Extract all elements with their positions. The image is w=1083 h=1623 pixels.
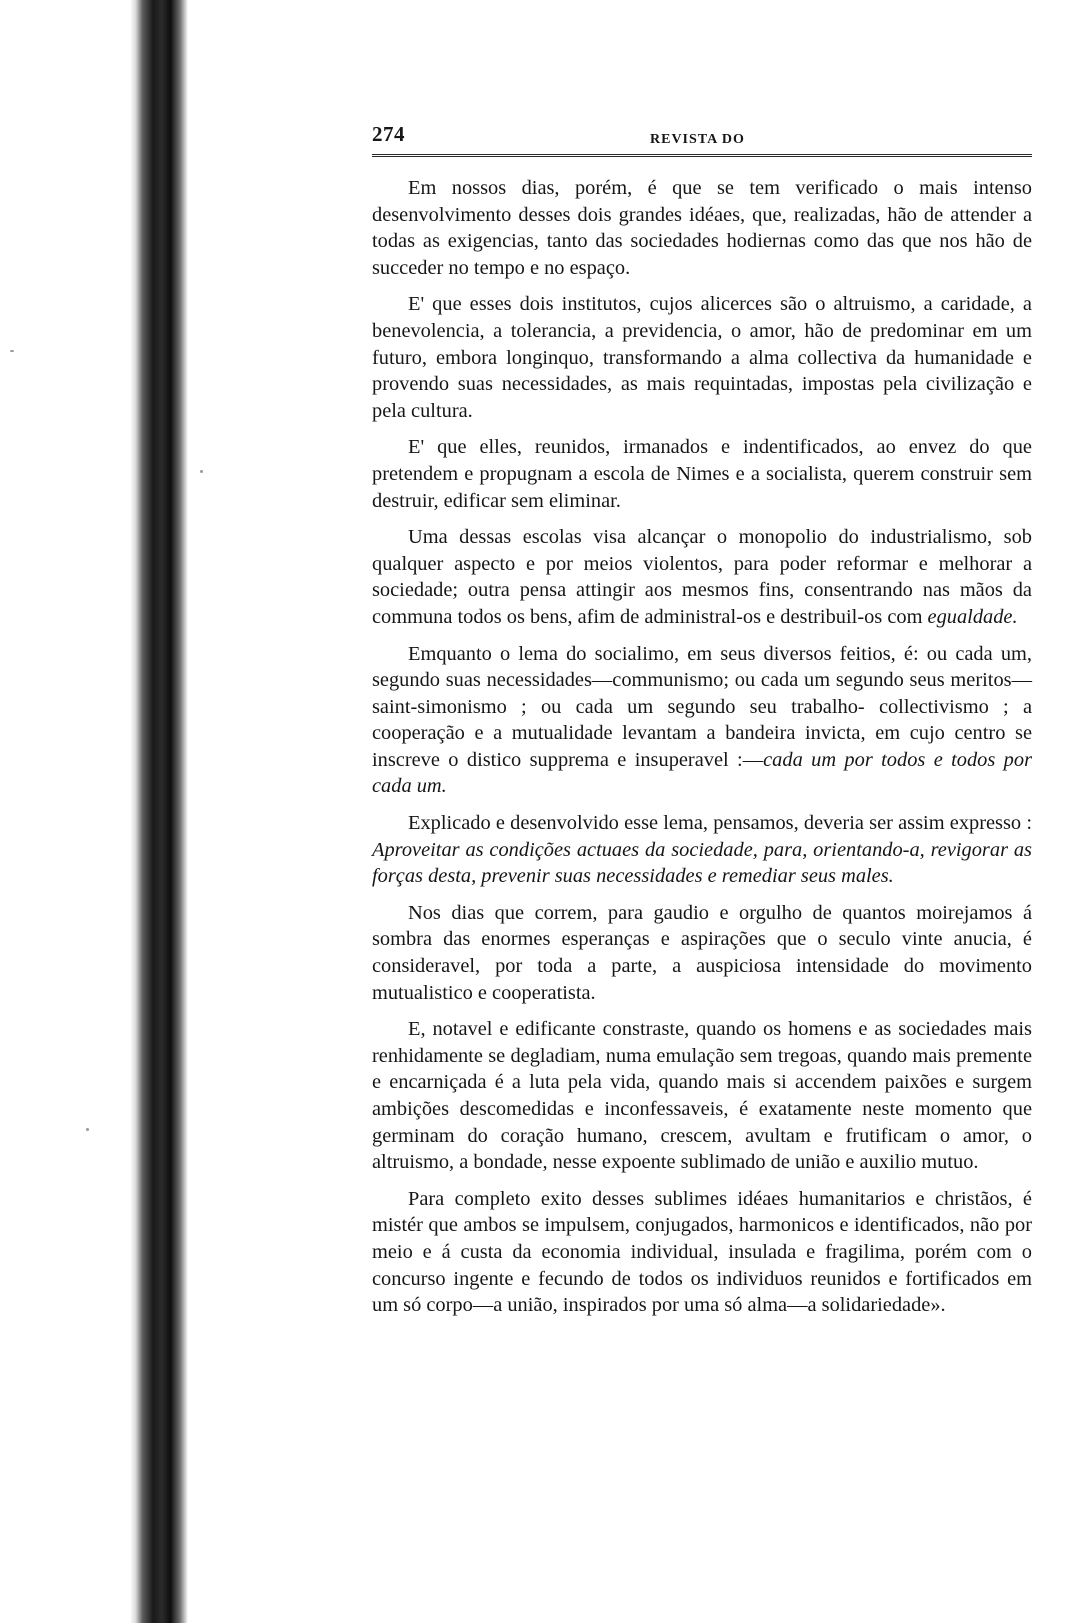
body-text xyxy=(372,175,1032,1319)
page-header xyxy=(372,118,1032,157)
paragraph: E' que esses dois institutos, cujos alicerces são o altruismo, a caridade, a benevolencia, a tolerancia, a previdencia, o amor, hão de predominar em um futuro, embora longinquo, transformando a alma collectiva da humanidade e provendo suas necessidades, as mais requintadas, impostas pela civilização e pela cultura. xyxy=(372,293,1032,422)
running-head: REVISTA DO xyxy=(650,132,745,147)
paragraph: E' que elles, reunidos, irmanados e indentificados, ao envez do que pretendem e propugnam a escola de Nimes e a socialista, querem construir sem destruir, edificar sem eliminar. xyxy=(372,436,1032,512)
page-number: 274 xyxy=(372,122,405,146)
book-binding-gutter xyxy=(130,0,188,1623)
paper-speck xyxy=(200,470,203,473)
italic-phrase: Aproveitar as condições actuaes da sociedade, para, orientando-a, revigorar as forças desta, prevenir suas necessidades e remediar seus males. xyxy=(372,838,1032,888)
paper-speck xyxy=(10,350,14,352)
paper-speck xyxy=(86,1128,89,1131)
italic-phrase: egualdade. xyxy=(927,605,1018,628)
paragraph: Nos dias que correm, para gaudio e orgulho de quantos moirejamos á sombra das enormes esperanças e aspirações que o seculo vinte anucia, é consideravel, por toda a parte, a auspiciosa intensidade do movimento mutualistico e cooperatista. xyxy=(372,901,1032,1004)
paragraph: Em nossos dias, porém, é que se tem verificado o mais intenso desenvolvimento desses dois grandes idéaes, que, realizadas, hão de attender a todas as exigencias, tanto das sociedades hodiernas como das que nos hão de succeder no tempo e no espaço. xyxy=(372,177,1032,279)
book-page xyxy=(372,118,1032,1598)
paragraph: Emquanto o lema do socialimo, em seus diversos feitios, é: ou cada um, segundo suas necessidades—communismo; ou cada um segundo seus meritos—saint-simonismo ; ou cada um segundo seu trabalho- collectivismo ; a cooperação e a mutualidade levantam a bandeira invicta, em cujo centro se inscreve o distico supprema e insuperavel :—cada um por todos e todos por cada um. xyxy=(372,642,1033,798)
italic-phrase: cada um por todos e todos por cada um. xyxy=(372,748,1033,798)
paragraph: Para completo exito desses sublimes idéaes humanitarios e christãos, é mistér que ambos se impulsem, conjugados, harmonicos e identificados, não por meio e á custa da economia individual, insulada e fragilima, porém com o concurso ingente e fecundo de todos os individuos reunidos e fortificados em um só corpo—a união, inspirados por uma só alma—a solidariedade». xyxy=(372,1187,1032,1317)
paragraph: Uma dessas escolas visa alcançar o monopolio do industrialismo, sob qualquer aspecto e por meios violentos, para poder reformar e melhorar a sociedade; outra pensa attingir aos mesmos fins, consentrando nas mãos da communa todos os bens, afim de administral-os e destribuil-os com egualdade. xyxy=(372,526,1032,628)
paragraph: Explicado e desenvolvido esse lema, pensamos, deveria ser assim expresso : Aproveitar as condições actuaes da sociedade, para, orientando-a, revigorar as forças desta, prevenir suas necessidades e remediar seus males. xyxy=(372,812,1032,888)
paragraph: E, notavel e edificante constraste, quando os homens e as sociedades mais renhidamente se degladiam, numa emulação sem tregoas, quando mais premente e encarniçada é a luta pela vida, quando mais si accendem paixões e surgem ambições descomedidas e inconfessaveis, é exatamente neste momento que germinam do coração humano, crescem, avultam e frutificam o amor, o altruismo, a bondade, nesse expoente sublimado de união e auxilio mutuo. xyxy=(372,1018,1032,1174)
